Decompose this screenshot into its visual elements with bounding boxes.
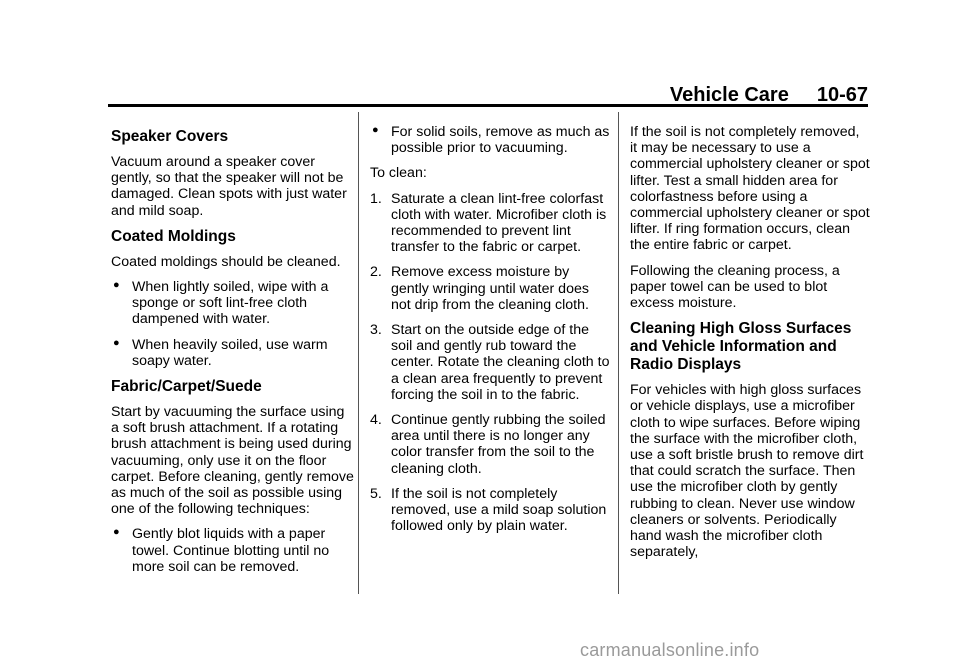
step-number: 5.	[370, 485, 382, 502]
to-clean-label: To clean:	[370, 165, 427, 182]
column-3	[630, 124, 870, 569]
bullet-icon: ●	[372, 124, 379, 136]
step-number: 1.	[370, 190, 382, 207]
step-item: 3. Start on the outside edge of the soil and gently rub toward the center. Rotate the cleaning cloth to a clean area frequently to prevent forcing the soil in to the fabric.	[370, 322, 610, 403]
speaker-covers-heading: Speaker Covers	[111, 128, 229, 145]
column-1	[111, 124, 355, 584]
column-divider-2	[618, 112, 619, 594]
fabric-techniques-list-cont	[370, 124, 610, 156]
blot-moisture-text: Following the cleaning process, a paper towel can be used to blot excess moisture.	[630, 262, 840, 312]
list-item: ● When lightly soiled, wipe with a sponge or soft lint-free cloth dampened with water.	[113, 279, 329, 328]
header-rule	[108, 104, 868, 107]
list-item: ● When heavily soiled, use warm soapy water.	[113, 336, 328, 369]
coated-moldings-heading: Coated Moldings	[111, 227, 236, 245]
step-item: 5. If the soil is not completely removed, use a mild soap solution followed only by plain water.	[370, 485, 607, 535]
list-item: ● Gently blot liquids with a paper towel. Continue blotting until no more soil can be removed.	[113, 526, 330, 575]
fabric-carpet-suede-heading: Fabric/Carpet/Suede	[111, 378, 262, 396]
bullet-icon: ●	[113, 279, 120, 292]
step-item: 1. Saturate a clean lint-free colorfast cloth with water. Microfiber cloth is recommended to prevent lint transfer to the fabric or carpet.	[370, 190, 607, 256]
speaker-covers-text: Vacuum around a speaker cover gently, so that the speaker will not be damaged. Clean spots with just water and mild soap.	[111, 154, 347, 219]
bullet-icon: ●	[113, 336, 120, 349]
section-title: Vehicle Care	[669, 84, 789, 106]
page-number: 10-67	[816, 84, 868, 106]
fabric-carpet-suede-text: Start by vacuuming the surface using a soft brush attachment. If a rotating brush attachment is being used during vacuuming, only use it on the floor carpet. Before cleaning, gently remove as much of the soil as possible using one of the following techniques:	[111, 404, 354, 518]
fabric-techniques-list	[111, 526, 355, 575]
coated-moldings-text: Coated moldings should be cleaned.	[111, 253, 341, 270]
step-item: 2. Remove excess moisture by gently wringing until water does not drip from the cleaning cloth.	[370, 264, 589, 313]
coated-moldings-list	[111, 279, 355, 369]
list-item: ● For solid soils, remove as much as possible prior to vacuuming.	[372, 124, 610, 157]
cleaning-steps-list	[370, 191, 610, 535]
step-number: 4.	[370, 412, 382, 429]
step-number: 3.	[370, 322, 382, 339]
step-number: 2.	[370, 264, 382, 281]
column-divider-1	[358, 112, 359, 594]
column-2	[370, 124, 610, 543]
high-gloss-text: For vehicles with high gloss surfaces or vehicle displays, use a microfiber cloth to wipe surfaces. Before wiping the surface with the microfiber cloth, use a soft bristle brush to remove dirt that could scratch the surface. Then use the microfiber cloth by gently rubbing to clean. Never use window cleaners or solvents. Periodically hand wash the microfiber cloth separately,	[630, 382, 864, 561]
upholstery-cleaner-text: If the soil is not completely removed, it may be necessary to use a commercial upholstery cleaner or spot lifter. Test a small hidden area for colorfastness before using a commercial upholstery cleaner or spot lifter. If ring formation occurs, clean the entire fabric or carpet.	[630, 124, 870, 254]
watermark: carmanualsonline.info	[580, 640, 760, 660]
high-gloss-heading: Cleaning High Gloss Surfaces and Vehicle Information and Radio Displays	[630, 320, 852, 374]
bullet-icon: ●	[113, 526, 120, 539]
step-item: 4. Continue gently rubbing the soiled area until there is no longer any color transfer from the soil to the cleaning cloth.	[370, 412, 606, 477]
